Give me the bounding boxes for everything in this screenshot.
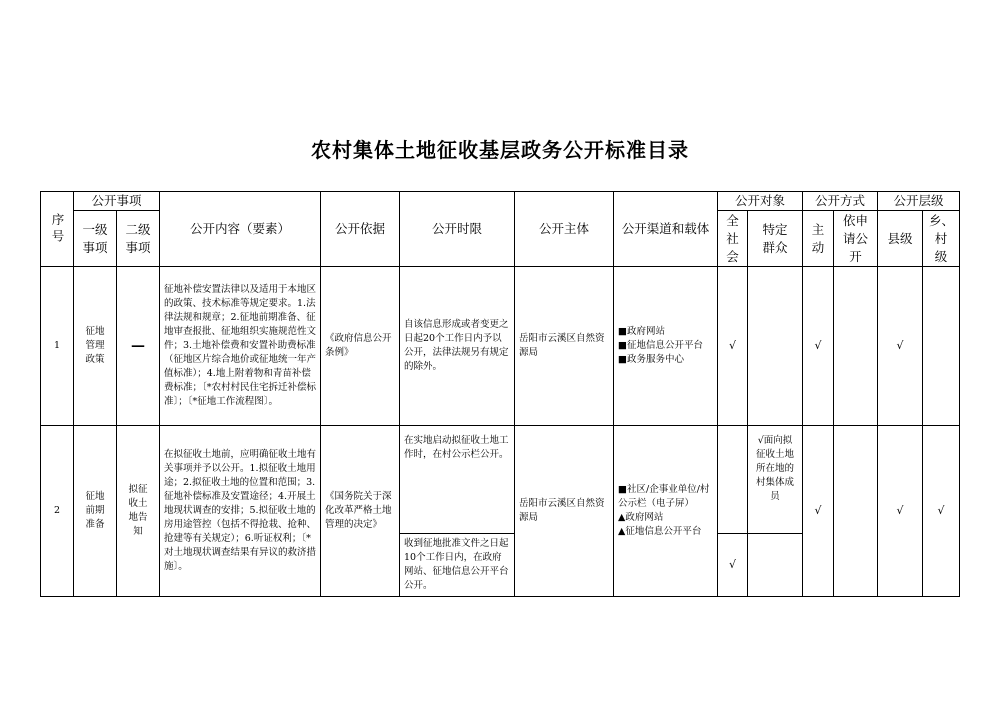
header-village: 乡、村级 xyxy=(923,211,960,267)
document-title: 农村集体土地征收基层政务公开标准目录 xyxy=(311,138,689,162)
header-basis: 公开依据 xyxy=(321,192,400,267)
header-level-group: 公开层级 xyxy=(878,192,960,211)
header-level2: 二级事项 xyxy=(117,211,160,267)
header-seq: 序号 xyxy=(41,192,74,267)
row2-basis: 《国务院关于深化改革严格土地管理的决定》 xyxy=(321,426,400,597)
header-content: 公开内容（要素） xyxy=(160,192,321,267)
row2-subject: 岳阳市云溪区自然资源局 xyxy=(515,426,614,597)
row1-all-society-check: √ xyxy=(718,267,748,426)
header-level1: 一级事项 xyxy=(74,211,117,267)
row1-level1: 征地管理政策 xyxy=(74,267,117,426)
channel-item: ■政务服务中心 xyxy=(618,354,684,365)
header-active: 主动 xyxy=(803,211,834,267)
row2-seq: 2 xyxy=(41,426,74,597)
row2-all-society-empty xyxy=(718,426,748,534)
channel-item: ▲政府网站 xyxy=(618,512,664,523)
header-apply: 依申请公开 xyxy=(834,211,878,267)
row1-subject: 岳阳市云溪区自然资源局 xyxy=(515,267,614,426)
row2-level2: 拟征收土地告知 xyxy=(117,426,160,597)
row2-channel xyxy=(614,426,718,597)
header-time: 公开时限 xyxy=(400,192,515,267)
row1-seq: 1 xyxy=(41,267,74,426)
header-all-society: 全社会 xyxy=(718,211,748,267)
row2-specific-check: √面向拟征收土地所在地的村集体成员 xyxy=(748,426,803,534)
header-items-group: 公开事项 xyxy=(74,192,160,211)
header-channel: 公开渠道和载体 xyxy=(614,192,718,267)
row1-basis: 《政府信息公开条例》 xyxy=(321,267,400,426)
channel-item: ■政府网站 xyxy=(618,326,665,337)
row1-village-check xyxy=(923,267,960,426)
row1-level2: — xyxy=(117,267,160,426)
row2-time-online: 收到征地批准文件之日起10个工作日内，在政府网站、征地信息公开平台公开。 xyxy=(400,534,515,597)
catalog-table xyxy=(40,191,960,597)
row2-all-society-check: √ xyxy=(718,534,748,597)
channel-item: ■征地信息公开平台 xyxy=(618,340,703,351)
row1-specific-check xyxy=(748,267,803,426)
row2-county-check: √ xyxy=(878,426,923,597)
row1-county-check: √ xyxy=(878,267,923,426)
row1-content: 征地补偿安置法律以及适用于本地区的政策、技术标准等规定要求。1.法律法规和规章；2.征地前期准备、征地审查报批、征地组织实施规范性文件；3.土地补偿费和安置补助费标准（征地区片综合地价或征地统一年产值标准）；4.地上附着物和青苗补偿费标准；〔*农村村民住宅拆迁补偿标准〕；〔*征地工作流程图〕。 xyxy=(160,267,321,426)
row1-active-check: √ xyxy=(803,267,834,426)
row2-apply-check xyxy=(834,426,878,597)
header-method-group: 公开方式 xyxy=(803,192,878,211)
row2-village-check: √ xyxy=(923,426,960,597)
row2-specific-empty xyxy=(748,534,803,597)
header-specific: 特定群众 xyxy=(748,211,803,267)
header-target-group: 公开对象 xyxy=(718,192,803,211)
row1-time: 自该信息形成或者变更之日起20个工作日内予以公开，法律法规另有规定的除外。 xyxy=(400,267,515,426)
row1-apply-check xyxy=(834,267,878,426)
channel-item: ▲征地信息公开平台 xyxy=(618,526,702,537)
row2-time-village: 在实地启动拟征收土地工作时，在村公示栏公开。 xyxy=(400,426,515,534)
header-subject: 公开主体 xyxy=(515,192,614,267)
row1-channel xyxy=(614,267,718,426)
row2-content: 在拟征收土地前，应明确征收土地有关事项并予以公开。1.拟征收土地用途；2.拟征收土地的位置和范围；3.征地补偿标准及安置途径；4.开展土地现状调查的安排；5.拟征收土地的房用途管控（包括不得抢栽、抢种、抢建等有关规定）；6.听证权利；〔*对土地现状调查结果有异议的救济措施〕。 xyxy=(160,426,321,597)
row2-active-check: √ xyxy=(803,426,834,597)
header-county: 县级 xyxy=(878,211,923,267)
row2-level1: 征地前期准备 xyxy=(74,426,117,597)
channel-item: ■社区/企事业单位/村公示栏（电子屏） xyxy=(618,484,710,509)
